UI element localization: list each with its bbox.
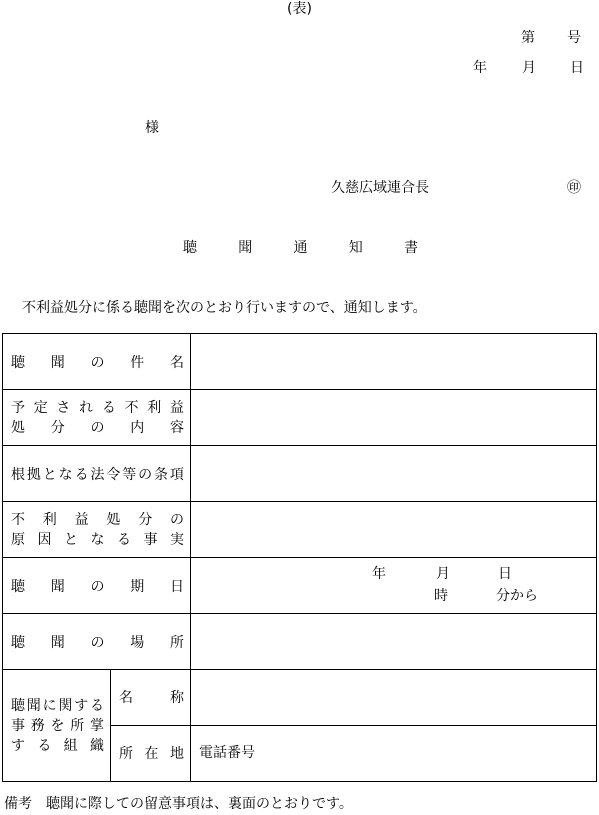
label-line <box>11 576 184 596</box>
label-char: 所 <box>119 745 133 762</box>
label-char: と <box>42 466 57 483</box>
label-char: 聴 <box>11 578 25 595</box>
label-char: な <box>58 466 73 483</box>
label-char: 利 <box>147 399 162 416</box>
value-legal-basis[interactable] <box>191 446 597 502</box>
label-char: 事 <box>11 717 25 734</box>
page-side-label: (表) <box>287 1 312 17</box>
label-cause-facts <box>3 502 191 558</box>
date-month: 月 <box>522 60 536 76</box>
row-hearing-place <box>3 614 597 670</box>
label-char: 件 <box>130 354 145 371</box>
label-line <box>11 510 184 530</box>
label-char: の <box>90 419 105 436</box>
title-char: 書 <box>404 240 418 256</box>
label-organization <box>3 670 111 782</box>
label-char: 因 <box>37 531 52 548</box>
row-cause-facts <box>3 502 597 558</box>
title-char: 聞 <box>238 240 253 256</box>
addressee-honorific: 様 <box>145 120 159 136</box>
label-char: 名 <box>170 354 184 371</box>
label-char: 名 <box>119 689 133 706</box>
label-char: 令 <box>106 466 121 483</box>
number-prefix: 第 <box>521 30 535 46</box>
label-char: 分 <box>138 511 153 528</box>
title-char: 通 <box>293 240 308 256</box>
label-line <box>11 696 104 716</box>
time-minute-marker: 分から <box>496 588 538 604</box>
label-char: 聴 <box>11 354 25 371</box>
label-char: 等 <box>122 466 137 483</box>
label-line <box>119 688 184 708</box>
value-hearing-place[interactable] <box>191 614 597 670</box>
label-char: さ <box>56 399 71 416</box>
date-year-marker: 年 <box>372 566 386 582</box>
label-line <box>11 418 184 438</box>
value-cause-facts[interactable] <box>191 502 597 558</box>
label-char: 根 <box>11 466 25 483</box>
label-char: 分 <box>50 419 65 436</box>
label-hearing-date <box>3 558 191 614</box>
intro-text: 不利益処分に係る聴聞を次のとおり行いますので、通知します。 <box>22 300 427 316</box>
label-char: の <box>90 354 105 371</box>
label-char: 組 <box>63 737 78 754</box>
label-char: 事 <box>143 531 158 548</box>
label-char: と <box>64 531 78 548</box>
label-char: を <box>50 717 65 734</box>
label-char: 実 <box>170 531 184 548</box>
label-char: の <box>138 466 153 483</box>
label-char: 務 <box>30 717 45 734</box>
label-char: 法 <box>90 466 105 483</box>
label-char: す <box>11 737 25 754</box>
label-char: す <box>74 697 89 714</box>
label-char: る <box>37 737 52 754</box>
label-char: に <box>42 697 57 714</box>
label-char: の <box>90 634 105 651</box>
label-char: 益 <box>169 399 184 416</box>
label-char: 聴 <box>11 697 25 714</box>
label-char: 不 <box>11 511 25 528</box>
label-char: 不 <box>124 399 139 416</box>
label-char: る <box>74 466 89 483</box>
label-char: 関 <box>58 697 73 714</box>
label-char: れ <box>79 399 94 416</box>
time-hour-marker: 時 <box>434 588 448 604</box>
value-planned-disposition[interactable] <box>191 390 597 446</box>
label-planned-disposition <box>3 390 191 446</box>
label-char: 聞 <box>50 578 65 595</box>
label-char: の <box>169 511 184 528</box>
label-char: 容 <box>170 419 184 436</box>
label-char: 予 <box>11 399 25 416</box>
value-org-name[interactable] <box>191 670 597 726</box>
label-char: 定 <box>33 399 48 416</box>
label-char: の <box>90 578 105 595</box>
label-char: る <box>89 697 104 714</box>
label-case-name <box>3 334 191 390</box>
row-org-name <box>3 670 597 726</box>
row-case-name <box>3 334 597 390</box>
label-char: 掌 <box>90 717 104 734</box>
label-char: 利 <box>42 511 57 528</box>
date-day-marker: 日 <box>498 566 512 582</box>
label-line <box>11 398 184 418</box>
label-char: 日 <box>170 578 184 595</box>
label-char: 在 <box>144 745 159 762</box>
label-char: 処 <box>106 511 121 528</box>
label-line <box>11 736 104 756</box>
label-char: 益 <box>74 511 89 528</box>
label-org-name <box>111 670 191 726</box>
document-title <box>183 241 418 255</box>
date-day: 日 <box>570 60 584 76</box>
label-char: 織 <box>89 737 104 754</box>
label-char: 処 <box>11 419 25 436</box>
label-char: 条 <box>154 466 169 483</box>
number-suffix: 号 <box>567 30 581 46</box>
label-char: な <box>90 531 105 548</box>
label-char: 聴 <box>11 634 25 651</box>
label-char: 内 <box>130 419 145 436</box>
label-char: 場 <box>130 634 145 651</box>
date-year: 年 <box>473 60 487 76</box>
label-char: 聞 <box>26 697 41 714</box>
label-char: 称 <box>170 689 184 706</box>
issuer-name: 久慈広域連合長 <box>331 180 429 196</box>
row-hearing-date <box>3 558 597 614</box>
label-char: る <box>101 399 116 416</box>
value-org-location[interactable] <box>191 726 597 782</box>
label-char: 所 <box>170 634 184 651</box>
title-char: 知 <box>348 240 363 256</box>
label-line <box>11 632 184 652</box>
label-char: 聞 <box>50 634 65 651</box>
label-char: 聞 <box>50 354 65 371</box>
date-month-marker: 月 <box>436 566 450 582</box>
label-char: る <box>117 531 131 548</box>
label-char: 地 <box>170 745 184 762</box>
row-planned-disposition <box>3 390 597 446</box>
label-char: 項 <box>169 466 184 483</box>
label-line <box>11 530 184 550</box>
label-legal-basis <box>3 446 191 502</box>
value-hearing-date[interactable] <box>191 558 597 614</box>
seal-mark: ㊞ <box>567 180 581 196</box>
label-char: 所 <box>70 717 85 734</box>
value-case-name[interactable] <box>191 334 597 390</box>
label-char: 期 <box>130 578 145 595</box>
title-char: 聴 <box>183 240 197 256</box>
label-org-location <box>111 726 191 782</box>
phone-label: 電話番号 <box>199 745 255 761</box>
label-hearing-place <box>3 614 191 670</box>
label-line <box>11 352 184 372</box>
hearing-form-table <box>2 333 597 782</box>
label-char: 原 <box>11 531 25 548</box>
label-line <box>11 716 104 736</box>
row-legal-basis <box>3 446 597 502</box>
remarks-note: 備考 聴聞に際しての留意事項は、裏面のとおりです。 <box>4 796 353 812</box>
label-line <box>119 744 184 764</box>
label-line <box>11 464 184 484</box>
label-char: 拠 <box>26 466 41 483</box>
